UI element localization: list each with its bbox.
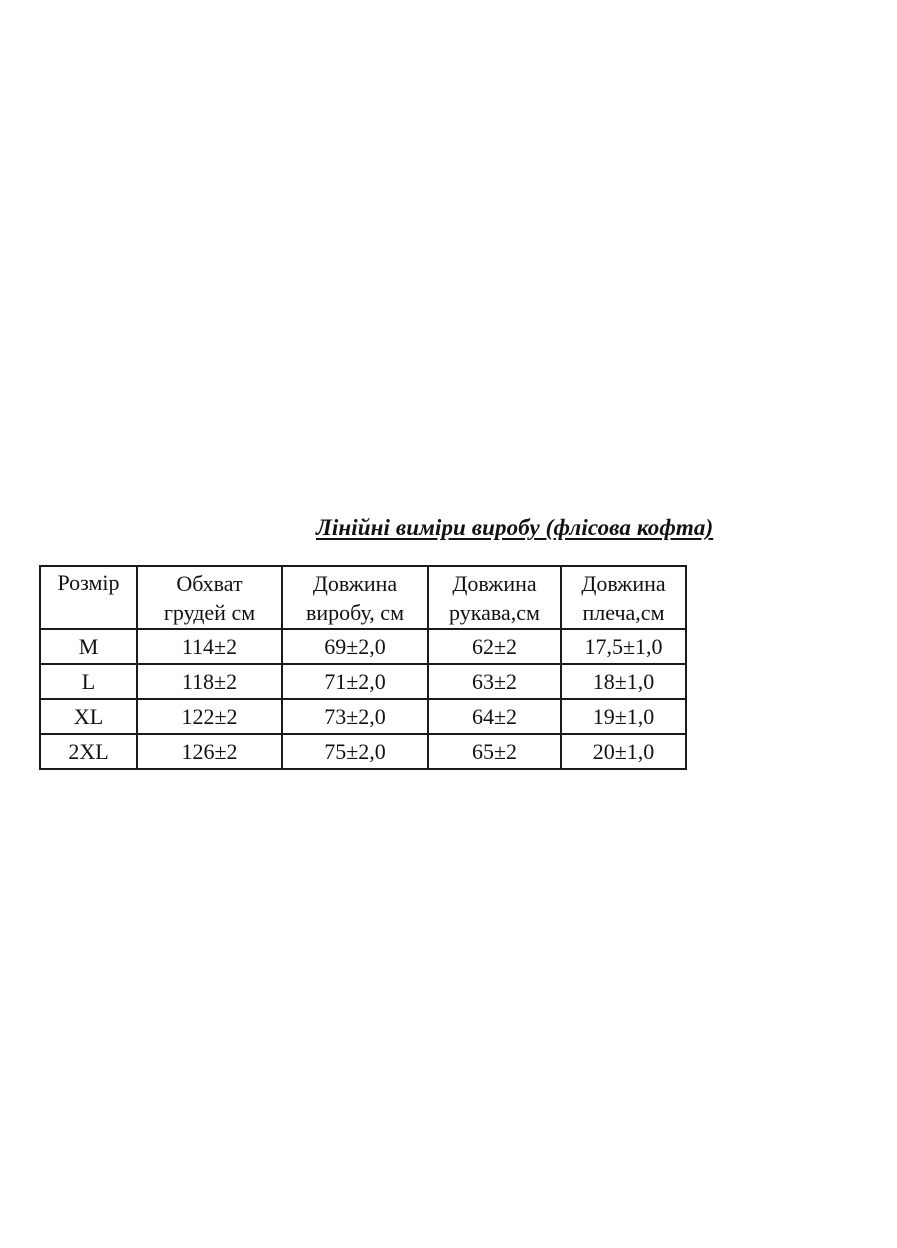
header-size-label: Розмір: [57, 570, 120, 595]
table-row: [40, 629, 686, 664]
cell-size: XL: [40, 699, 137, 734]
header-sleeve-length-line1: Довжина: [452, 570, 537, 596]
cell-sleeve-length: 65±2: [428, 734, 561, 769]
header-shoulder-length: [561, 566, 686, 629]
header-garment-length: [282, 566, 428, 629]
header-garment-length-line2: виробу, см: [305, 599, 404, 625]
cell-chest: 122±2: [137, 699, 282, 734]
table-row: [40, 664, 686, 699]
header-chest-line1: Обхват: [176, 570, 243, 596]
cell-sleeve-length: 64±2: [428, 699, 561, 734]
table-row: [40, 734, 686, 769]
cell-garment-length: 75±2,0: [282, 734, 428, 769]
cell-size: M: [40, 629, 137, 664]
cell-shoulder-length: 19±1,0: [561, 699, 686, 734]
header-garment-length-line1: Довжина: [312, 570, 398, 596]
table-row: [40, 699, 686, 734]
table-header-row: [40, 566, 686, 629]
header-size: [40, 566, 137, 629]
cell-garment-length: 69±2,0: [282, 629, 428, 664]
cell-sleeve-length: 63±2: [428, 664, 561, 699]
size-table: [39, 565, 687, 770]
header-chest: [137, 566, 282, 629]
header-chest-line2: грудей см: [163, 599, 256, 625]
header-sleeve-length: [428, 566, 561, 629]
cell-shoulder-length: 17,5±1,0: [561, 629, 686, 664]
header-shoulder-length-line1: Довжина: [581, 570, 666, 596]
cell-sleeve-length: 62±2: [428, 629, 561, 664]
header-sleeve-length-line2: рукава,см: [449, 599, 540, 625]
cell-chest: 114±2: [137, 629, 282, 664]
cell-shoulder-length: 20±1,0: [561, 734, 686, 769]
cell-chest: 126±2: [137, 734, 282, 769]
cell-size: 2XL: [40, 734, 137, 769]
cell-size: L: [40, 664, 137, 699]
page-title: Лінійні виміри виробу (флісова кофта): [316, 515, 714, 540]
cell-shoulder-length: 18±1,0: [561, 664, 686, 699]
header-shoulder-length-line2: плеча,см: [582, 599, 665, 625]
cell-chest: 118±2: [137, 664, 282, 699]
cell-garment-length: 73±2,0: [282, 699, 428, 734]
cell-garment-length: 71±2,0: [282, 664, 428, 699]
